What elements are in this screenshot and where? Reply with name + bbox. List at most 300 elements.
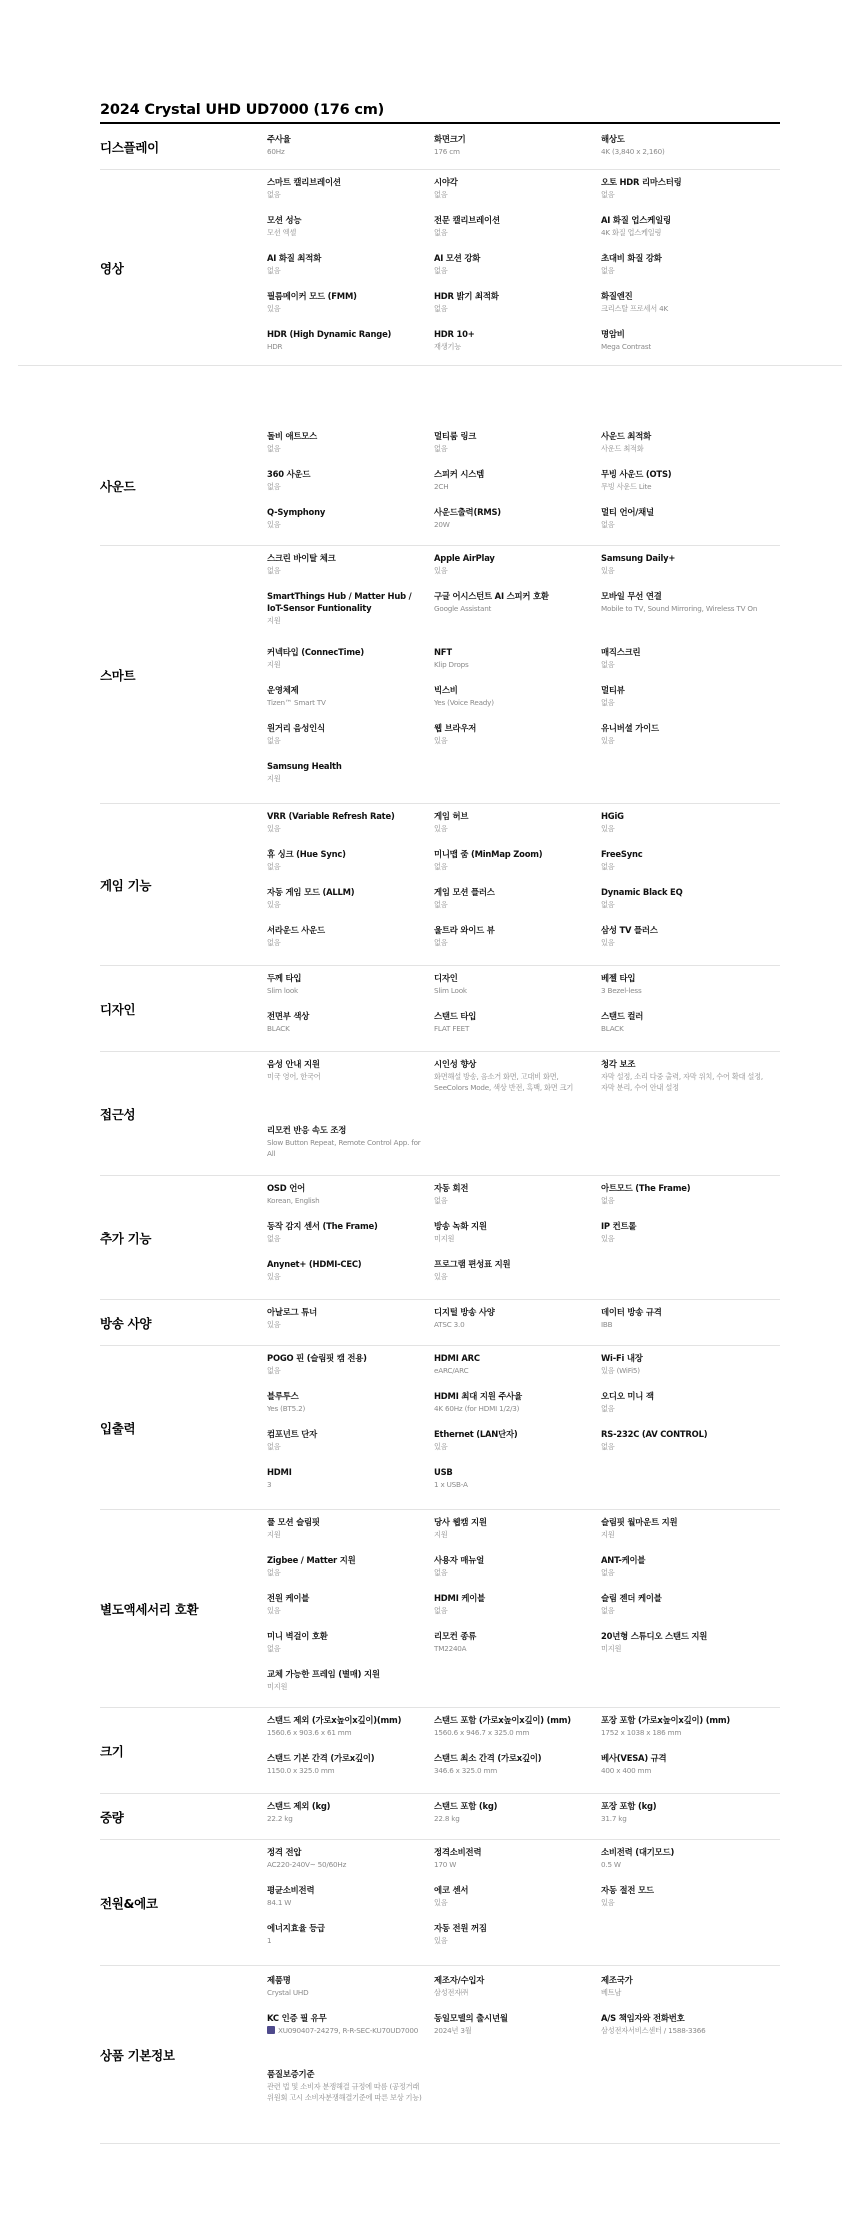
spec-label: 서라운드 사운드 xyxy=(267,925,325,935)
spec-value-text: 없음 xyxy=(601,900,615,909)
spec-value xyxy=(434,1023,591,1034)
spec-value-text: 있음 (WiFi5) xyxy=(601,1366,640,1375)
spec-label: HDR 10+ xyxy=(434,329,475,339)
spec-grid xyxy=(267,1708,780,1793)
spec-value-text: ATSC 3.0 xyxy=(434,1320,465,1329)
spec-label: HDMI ARC xyxy=(434,1353,480,1363)
spec-value xyxy=(267,481,424,492)
spec-value-text: 화면해설 방송, 음소거 화면, 고대비 화면, SeeColors Mode, 색상 반전, 흑백, 화면 크기 xyxy=(434,1072,574,1092)
spec-label: 청각 보조 xyxy=(601,1059,636,1069)
spec-label: 정격 전압 xyxy=(267,1847,302,1857)
spec-grid xyxy=(267,124,780,169)
spec-item xyxy=(267,214,434,252)
spec-grid xyxy=(267,546,780,803)
spec-item xyxy=(267,1058,434,1124)
spec-value xyxy=(601,1441,770,1452)
spec-section-accessories xyxy=(100,1510,780,1708)
spec-value xyxy=(601,1319,770,1330)
spec-item xyxy=(601,1554,780,1592)
spec-label: 프로그램 편성표 지원 xyxy=(434,1259,511,1269)
spec-item xyxy=(267,1800,434,1840)
spec-value xyxy=(267,443,424,454)
spec-label: 포장 포함 (kg) xyxy=(601,1801,657,1811)
spec-item xyxy=(434,722,601,760)
spec-value xyxy=(601,1727,770,1738)
spec-label: Q-Symphony xyxy=(267,507,326,517)
spec-label: 명암비 xyxy=(601,329,625,339)
spec-item xyxy=(601,1058,780,1124)
spec-value xyxy=(601,565,770,576)
spec-label: A/S 책임자와 전화번호 xyxy=(601,2013,685,2023)
spec-value-text: 22.2 kg xyxy=(267,1814,293,1823)
spec-label: 구글 어시스턴트 AI 스피커 호환 xyxy=(434,591,549,601)
spec-value xyxy=(434,2025,591,2036)
kc-mark-icon xyxy=(267,2026,275,2034)
spec-label: 품질보증기준 xyxy=(267,2069,315,2079)
section-title: 전원&에코 xyxy=(100,1895,158,1911)
spec-label: 슬림 젠더 케이블 xyxy=(601,1593,662,1603)
spec-value-text: Crystal UHD xyxy=(267,1988,309,1997)
spec-label: 자동 절전 모드 xyxy=(601,1885,654,1895)
spec-item xyxy=(601,1630,780,1668)
spec-value-text: 없음 xyxy=(267,444,281,453)
spec-value xyxy=(267,615,424,626)
spec-label: 사운드출력(RMS) xyxy=(434,507,501,517)
spec-item xyxy=(601,2012,780,2068)
spec-item xyxy=(267,430,434,468)
spec-label: 주사율 xyxy=(267,134,291,144)
spec-label: 스탠드 컬러 xyxy=(601,1011,644,1021)
spec-section-video xyxy=(100,170,780,365)
spec-value xyxy=(267,1987,424,1998)
spec-value-text: 없음 xyxy=(601,862,615,871)
spec-label: 모션 성능 xyxy=(267,215,302,225)
spec-value-text: 400 x 400 mm xyxy=(601,1766,652,1775)
spec-value xyxy=(434,1727,591,1738)
spec-item xyxy=(434,1974,601,2012)
spec-item xyxy=(601,430,780,468)
spec-value-text: XU090407-24279, R-R-SEC-KU70UD7000 xyxy=(278,2026,419,2035)
spec-label: 사운드 최적화 xyxy=(601,431,652,441)
spec-item xyxy=(601,468,780,506)
spec-grid xyxy=(267,1346,780,1509)
spec-grid xyxy=(267,1176,780,1299)
spec-value-text: FLAT FEET xyxy=(434,1024,470,1033)
spec-label: 원거리 음성인식 xyxy=(267,723,325,733)
spec-value xyxy=(434,443,591,454)
spec-item xyxy=(267,1630,434,1668)
spec-section-additional xyxy=(100,1176,780,1300)
spec-item xyxy=(601,1974,780,2012)
spec-value xyxy=(434,1643,591,1654)
spec-label: 전원 케이블 xyxy=(267,1593,310,1603)
spec-item xyxy=(601,1428,780,1466)
spec-label: 전면부 색상 xyxy=(267,1011,310,1021)
section-title: 사운드 xyxy=(100,478,136,494)
spec-value xyxy=(434,697,591,708)
spec-label: Apple AirPlay xyxy=(434,553,495,563)
spec-value-text: 있음 xyxy=(434,1936,448,1945)
spec-label: Dynamic Black EQ xyxy=(601,887,683,897)
spec-label: 웹 브라우저 xyxy=(434,723,477,733)
spec-value-text: 지원 xyxy=(267,616,281,625)
spec-item xyxy=(434,1516,601,1554)
spec-value xyxy=(267,1897,424,1908)
spec-value xyxy=(601,861,770,872)
spec-value xyxy=(267,2025,424,2036)
spec-value-text: 재생기능 xyxy=(434,342,461,351)
spec-value-text: Tizen™ Smart TV xyxy=(267,698,326,707)
spec-value-text: 있음 xyxy=(601,938,615,947)
spec-value-text: 있음 xyxy=(601,824,615,833)
spec-value-text: Google Assistant xyxy=(434,604,492,613)
spec-item xyxy=(434,506,601,544)
spec-label: 20년형 스튜디오 스탠드 지원 xyxy=(601,1631,708,1641)
spec-label: 스탠드 최소 간격 (가로x깊이) xyxy=(434,1753,542,1763)
spec-value xyxy=(434,1071,591,1093)
spec-value xyxy=(601,1529,770,1540)
spec-label: USB xyxy=(434,1467,453,1477)
spec-grid xyxy=(267,1794,780,1839)
spec-value xyxy=(267,861,424,872)
spec-item xyxy=(434,590,601,646)
spec-label: HDMI xyxy=(267,1467,292,1477)
spec-value xyxy=(267,1023,424,1034)
spec-value xyxy=(434,861,591,872)
spec-label: KC 인증 필 유무 xyxy=(267,2013,327,2023)
spec-value xyxy=(601,659,770,670)
spec-item xyxy=(434,684,601,722)
spec-value xyxy=(601,1643,770,1654)
spec-label: 매직스크린 xyxy=(601,647,641,657)
spec-label: 울트라 와이드 뷰 xyxy=(434,925,495,935)
spec-value-text: 삼성전자서비스센터 / 1588-3366 xyxy=(601,2026,706,2035)
spec-value-text: 없음 xyxy=(267,482,281,491)
spec-label: Samsung Daily+ xyxy=(601,553,676,563)
spec-item xyxy=(601,1516,780,1554)
spec-label: 돌비 애트모스 xyxy=(267,431,318,441)
spec-value-text: 있음 xyxy=(434,1442,448,1451)
spec-value-text: 없음 xyxy=(601,1568,615,1577)
spec-value xyxy=(267,1643,424,1654)
spec-item xyxy=(434,972,601,1010)
spec-value-text: 없음 xyxy=(601,266,615,275)
spec-item xyxy=(267,252,434,290)
spec-item xyxy=(601,1884,780,1922)
spec-label: AI 화질 최적화 xyxy=(267,253,322,263)
spec-section-size xyxy=(100,1708,780,1794)
spec-value xyxy=(267,937,424,948)
spec-value xyxy=(267,146,424,157)
spec-item xyxy=(434,810,601,848)
spec-value-text: AC220-240V~ 50/60Hz xyxy=(267,1860,347,1869)
spec-value xyxy=(601,265,770,276)
spec-value xyxy=(434,146,591,157)
spec-value-text: 자막 설정, 소리 다중 출력, 자막 위치, 수어 확대 설정, 자막 분리, 수어 안내 설정 xyxy=(601,1072,763,1092)
spec-item xyxy=(267,1010,434,1048)
spec-value-text: 없음 xyxy=(601,1196,615,1205)
spec-item xyxy=(601,1306,780,1346)
spec-label: 제조국가 xyxy=(601,1975,633,1985)
spec-label: 스크린 바이탈 체크 xyxy=(267,553,336,563)
spec-value xyxy=(267,1765,424,1776)
spec-item xyxy=(267,810,434,848)
spec-value-text: 있음 xyxy=(601,566,615,575)
spec-label: 제조자/수입자 xyxy=(434,1975,485,1985)
spec-value-text: 미지원 xyxy=(267,1682,288,1691)
spec-label: 디자인 xyxy=(434,973,458,983)
spec-value xyxy=(601,1195,770,1206)
spec-value xyxy=(267,1681,424,1692)
spec-value-text: 관련 법 및 소비자 분쟁해결 규정에 따름 (공정거래위원회 고시 소비자분쟁해결기준에 따른 보상 기능) xyxy=(267,2082,422,2102)
spec-item xyxy=(267,1466,434,1504)
spec-label: 포장 포함 (가로x높이x깊이) (mm) xyxy=(601,1715,731,1725)
spec-label: AI 모션 강화 xyxy=(434,253,481,263)
spec-value xyxy=(434,265,591,276)
spec-value xyxy=(434,1441,591,1452)
spec-label: HDR 밝기 최적화 xyxy=(434,291,499,301)
spec-label: 스탠드 제외 (가로x높이x깊이)(mm) xyxy=(267,1715,402,1725)
spec-value xyxy=(601,1987,770,1998)
spec-label: 에너지효율 등급 xyxy=(267,1923,325,1933)
spec-label: 스탠드 기본 간격 (가로x깊이) xyxy=(267,1753,375,1763)
spec-value-text: 없음 xyxy=(434,1568,448,1577)
spec-value xyxy=(434,1859,591,1870)
spec-label: HDMI 케이블 xyxy=(434,1593,485,1603)
spec-label: FreeSync xyxy=(601,849,643,859)
spec-section-product xyxy=(100,1966,780,2144)
spec-value xyxy=(434,565,591,576)
spec-item xyxy=(601,722,780,760)
spec-item xyxy=(601,328,780,366)
spec-value xyxy=(601,1605,770,1616)
spec-label: IP 컨트롤 xyxy=(601,1221,637,1231)
spec-item xyxy=(434,2012,601,2068)
spec-label: 소비전력 (대기모드) xyxy=(601,1847,675,1857)
spec-label: 스탠드 타입 xyxy=(434,1011,477,1021)
spec-value-text: 0.5 W xyxy=(601,1860,621,1869)
spec-sections xyxy=(100,124,780,2144)
spec-item xyxy=(601,214,780,252)
spec-value-text: 없음 xyxy=(601,1442,615,1451)
spec-value-text: 없음 xyxy=(434,266,448,275)
spec-value-text: Yes (BT5.2) xyxy=(267,1404,306,1413)
spec-value xyxy=(601,1233,770,1244)
spec-item xyxy=(601,552,780,590)
spec-value-text: 1752 x 1038 x 186 mm xyxy=(601,1728,682,1737)
spec-label: 스탠드 포함 (가로x높이x깊이) (mm) xyxy=(434,1715,571,1725)
spec-label: RS-232C (AV CONTROL) xyxy=(601,1429,708,1439)
section-title: 상품 기본정보 xyxy=(100,2047,175,2063)
spec-item xyxy=(267,290,434,328)
spec-value xyxy=(267,1935,424,1946)
spec-item xyxy=(267,1258,434,1296)
spec-label: ANT-케이블 xyxy=(601,1555,646,1565)
spec-value-text: 미지원 xyxy=(434,1234,455,1243)
spec-value-text: 없음 xyxy=(267,1366,281,1375)
spec-value-text: 있음 xyxy=(434,566,448,575)
spec-value-text: 없음 xyxy=(434,190,448,199)
spec-value-text: 없음 xyxy=(267,1442,281,1451)
spec-item xyxy=(434,1554,601,1592)
spec-value-text: Slim look xyxy=(267,986,298,995)
spec-grid xyxy=(267,1510,780,1707)
section-title: 접근성 xyxy=(100,1106,136,1122)
spec-label: 시인성 향상 xyxy=(434,1059,477,1069)
spec-item xyxy=(434,886,601,924)
spec-item xyxy=(267,2068,434,2138)
spec-value-text: 있음 xyxy=(601,736,615,745)
spec-value xyxy=(267,1529,424,1540)
spec-label: 교체 가능한 프레임 (별매) 지원 xyxy=(267,1669,380,1679)
spec-value xyxy=(434,899,591,910)
spec-value xyxy=(267,2081,424,2103)
section-title: 중량 xyxy=(100,1809,124,1825)
spec-value xyxy=(601,1365,770,1376)
spec-label: 오토 HDR 리마스터링 xyxy=(601,177,682,187)
spec-value xyxy=(601,603,770,614)
spec-item xyxy=(601,1182,780,1220)
spec-value xyxy=(267,985,424,996)
spec-value-text: TM2240A xyxy=(434,1644,467,1653)
spec-value xyxy=(267,1195,424,1206)
spec-label: 모바일 무선 연결 xyxy=(601,591,662,601)
spec-value xyxy=(601,443,770,454)
spec-value-text: 1150.0 x 325.0 mm xyxy=(267,1766,335,1775)
spec-item xyxy=(434,252,601,290)
spec-item xyxy=(267,722,434,760)
spec-value-text: 있음 xyxy=(267,824,281,833)
spec-value-text: 있음 xyxy=(434,1272,448,1281)
spec-item xyxy=(267,1668,434,1706)
spec-value xyxy=(434,519,591,530)
spec-item xyxy=(434,646,601,684)
spec-value xyxy=(434,1605,591,1616)
spec-item xyxy=(601,886,780,924)
spec-value xyxy=(601,1567,770,1578)
spec-label: NFT xyxy=(434,647,452,657)
spec-label: 블루투스 xyxy=(267,1391,299,1401)
section-title: 입출력 xyxy=(100,1420,136,1436)
spec-label: 미니 벽걸이 호환 xyxy=(267,1631,328,1641)
spec-item xyxy=(267,506,434,544)
spec-value-text: 2024년 3월 xyxy=(434,2026,472,2035)
spec-grid xyxy=(267,804,780,965)
spec-value-text: 있음 xyxy=(601,1234,615,1243)
spec-value-text: 없음 xyxy=(267,938,281,947)
spec-section-broadcast xyxy=(100,1300,780,1346)
spec-item xyxy=(434,552,601,590)
spec-item xyxy=(601,590,780,646)
spec-value-text: 사운드 최적화 xyxy=(601,444,644,453)
spec-value xyxy=(601,2025,770,2036)
spec-value xyxy=(434,985,591,996)
spec-value xyxy=(601,823,770,834)
spec-label: 정격소비전력 xyxy=(434,1847,482,1857)
spec-value-text: 없음 xyxy=(434,862,448,871)
spec-item xyxy=(601,1352,780,1390)
spec-label: 멀티뷰 xyxy=(601,685,625,695)
spec-value xyxy=(267,1071,424,1082)
spec-label: 운영체제 xyxy=(267,685,299,695)
spec-value-text: HDR xyxy=(267,342,283,351)
spec-value-text: 20W xyxy=(434,520,450,529)
spec-value xyxy=(267,735,424,746)
spec-value-text: IBB xyxy=(601,1320,613,1329)
spec-item xyxy=(434,1352,601,1390)
spec-value xyxy=(601,481,770,492)
spec-value-text: 있음 xyxy=(601,1898,615,1907)
spec-value-text: 없음 xyxy=(434,900,448,909)
spec-value xyxy=(434,1195,591,1206)
spec-value-text: 1 x USB-A xyxy=(434,1480,468,1489)
spec-label: 음성 안내 지원 xyxy=(267,1059,320,1069)
spec-item xyxy=(267,468,434,506)
spec-item xyxy=(601,848,780,886)
spec-label: Anynet+ (HDMI-CEC) xyxy=(267,1259,362,1269)
spec-value-text: 모션 엑셀 xyxy=(267,228,297,237)
spec-item xyxy=(601,176,780,214)
spec-label: HDR (High Dynamic Range) xyxy=(267,329,392,339)
spec-item xyxy=(434,848,601,886)
spec-item xyxy=(434,1306,601,1346)
spec-grid xyxy=(267,966,780,1051)
spec-label: 미니맵 줌 (MinMap Zoom) xyxy=(434,849,543,859)
spec-label: Wi-Fi 내장 xyxy=(601,1353,643,1363)
spec-value xyxy=(267,1859,424,1870)
spec-section-game xyxy=(100,804,780,966)
spec-value-text: 4K 60Hz (for HDMI 1/2/3) xyxy=(434,1404,520,1413)
spec-value-text: 없음 xyxy=(267,736,281,745)
spec-value-text: 3 Bezel-less xyxy=(601,986,642,995)
spec-value xyxy=(601,735,770,746)
spec-value xyxy=(267,697,424,708)
spec-grid xyxy=(267,1052,780,1175)
spec-grid xyxy=(267,1966,780,2143)
spec-section-design xyxy=(100,966,780,1052)
spec-value xyxy=(601,227,770,238)
spec-section-sound xyxy=(100,426,780,546)
spec-value xyxy=(434,189,591,200)
spec-label: 해상도 xyxy=(601,134,625,144)
spec-value-text: 없음 xyxy=(434,938,448,947)
section-title: 크기 xyxy=(100,1743,124,1759)
spec-item xyxy=(601,506,780,544)
spec-value-text: 지원 xyxy=(267,660,281,669)
spec-value-text: 22.8 kg xyxy=(434,1814,460,1823)
spec-item xyxy=(601,1846,780,1884)
spec-label: 당사 웹캠 지원 xyxy=(434,1517,487,1527)
spec-label: HGiG xyxy=(601,811,624,821)
spec-value-text: 31.7 kg xyxy=(601,1814,627,1823)
spec-label: 사용자 매뉴얼 xyxy=(434,1555,485,1565)
spec-value-text: 있음 xyxy=(267,900,281,909)
spec-label: 오디오 미니 잭 xyxy=(601,1391,654,1401)
spec-item xyxy=(267,590,434,646)
spec-value xyxy=(434,1897,591,1908)
spec-value-text: Korean, English xyxy=(267,1196,320,1205)
section-title: 영상 xyxy=(100,260,124,276)
spec-item xyxy=(267,924,434,962)
spec-value xyxy=(434,341,591,352)
spec-value xyxy=(601,1765,770,1776)
section-title: 디자인 xyxy=(100,1001,136,1017)
spec-label: 화면크기 xyxy=(434,134,466,144)
spec-label: 자동 게임 모드 (ALLM) xyxy=(267,887,355,897)
spec-value xyxy=(267,265,424,276)
spec-item xyxy=(601,1714,780,1752)
spec-value xyxy=(601,1403,770,1414)
